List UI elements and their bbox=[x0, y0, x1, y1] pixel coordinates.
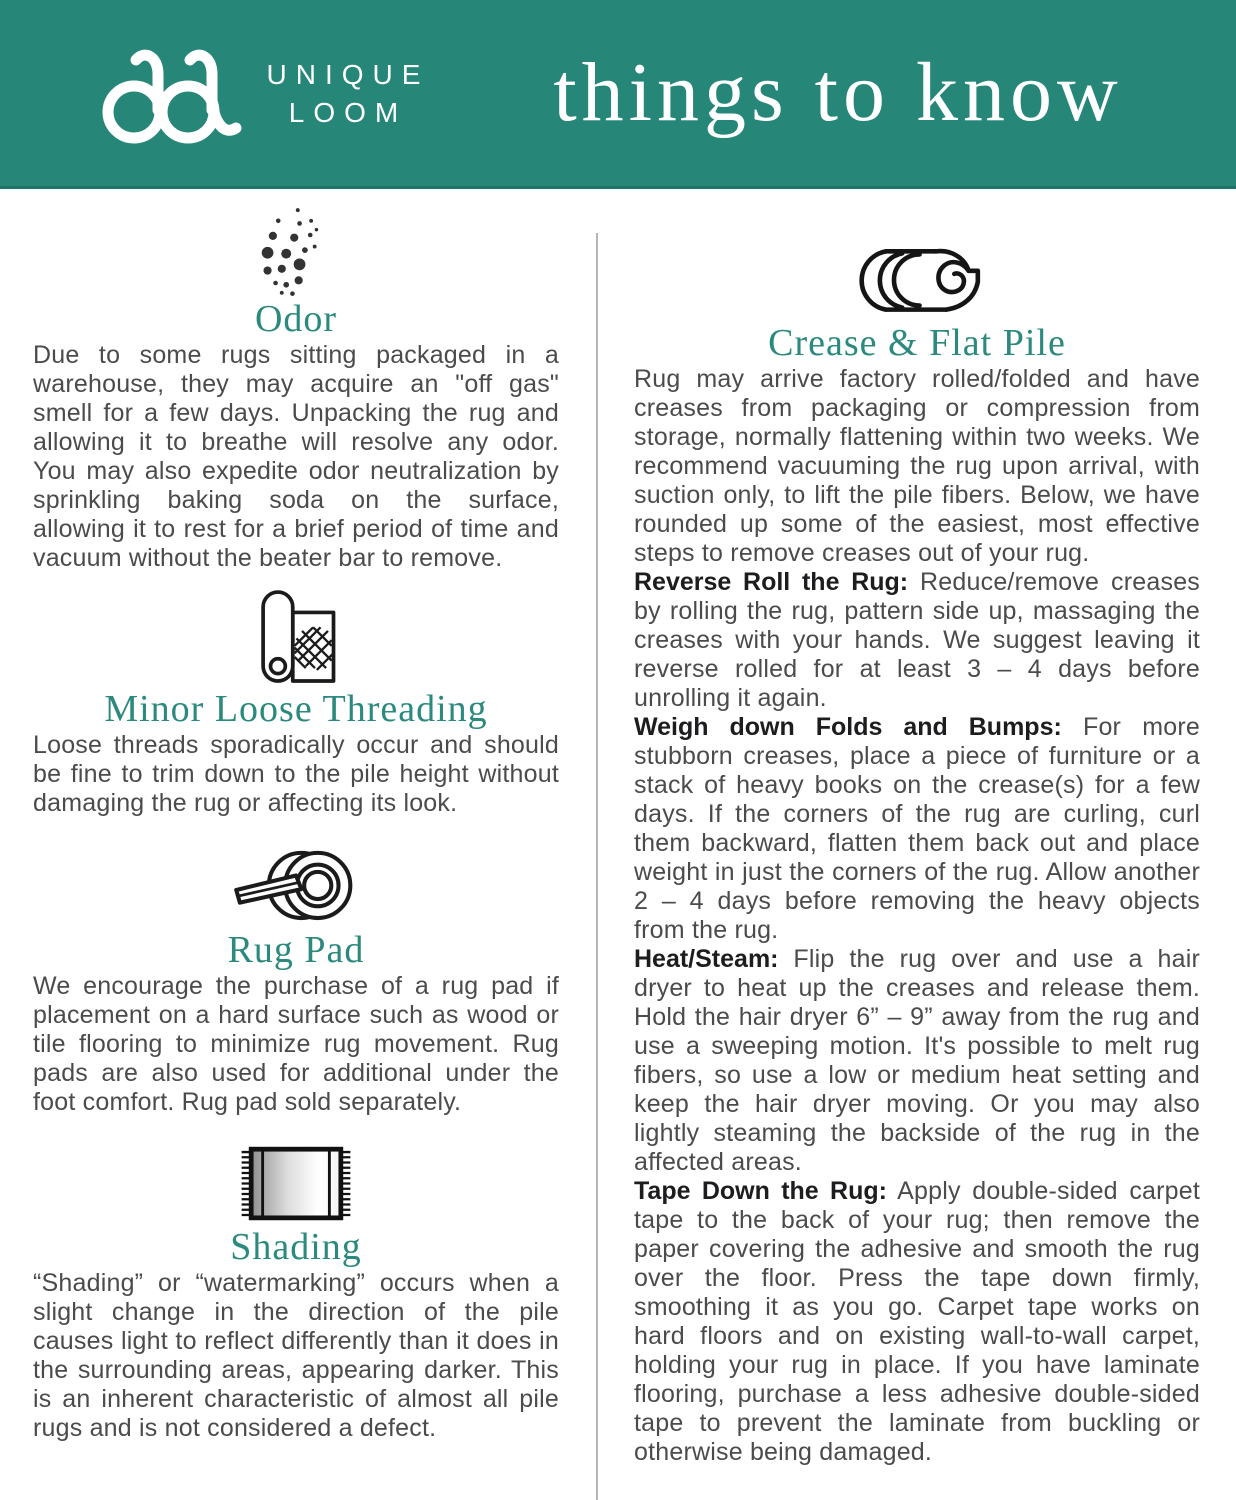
left-column bbox=[33, 189, 559, 1443]
section-heading-odor: Odor bbox=[254, 298, 338, 340]
brand-line2: LOOM bbox=[288, 97, 408, 128]
tip-heat-steam-text: Flip the rug over and use a hair dryer to heat up the creases and release them. Hold the hair dryer 6” – 9” away from the rug and use a sweeping motion. It's possible to melt rug fibers, so use a low or medium heat setting and keep the hair dryer moving. Or you may also lightly steaming the backside of the rug in the affected areas. bbox=[634, 945, 1200, 1176]
tip-reverse-roll-text: Reduce/remove creases by rolling the rug, pattern side up, massaging the creases with your hands. We suggest leaving it reverse rolled for at least 3 – 4 days before unrolling it again. bbox=[634, 568, 1200, 712]
section-body-threading: Loose threads sporadically occur and should be fine to trim down to the pile height without damaging the rug or affecting its look. bbox=[33, 731, 559, 817]
section-heading-rug-pad: Rug Pad bbox=[227, 929, 365, 971]
tip-reverse-roll bbox=[634, 568, 1200, 713]
tip-reverse-roll-label: Reverse Roll the Rug: bbox=[634, 568, 909, 596]
page-title: things to know bbox=[553, 46, 1123, 139]
section-heading-shading: Shading bbox=[230, 1226, 362, 1268]
section-heading-crease: Crease & Flat Pile bbox=[768, 322, 1066, 364]
section-heading-threading: Minor Loose Threading bbox=[104, 688, 488, 730]
tip-weigh-down bbox=[634, 713, 1200, 945]
tip-tape-down-label: Tape Down the Rug: bbox=[634, 1177, 887, 1205]
right-column bbox=[634, 189, 1200, 1467]
rolled-rug-spiral-icon bbox=[634, 241, 1200, 321]
header-band bbox=[0, 0, 1236, 189]
tip-weigh-down-label: Weigh down Folds and Bumps: bbox=[634, 713, 1062, 741]
fringed-rug-icon bbox=[33, 1143, 559, 1225]
tip-heat-steam bbox=[634, 945, 1200, 1177]
section-body-crease: Rug may arrive factory rolled/folded and have creases from packaging or compression from storage, normally flattening within two weeks. We recommend vacuuming the rug upon arrival, with suction only, to lift the pile fibers. Below, we have rounded up some of the easiest, most effective steps to remove creases out of your rug. bbox=[634, 365, 1200, 567]
section-body-rug-pad: We encourage the purchase of a rug pad if placement on a hard surface such as wood or tile flooring to minimize rug movement. Rug pads are also used for additional under the foot comfort. Rug pad sold separately. bbox=[33, 972, 559, 1116]
column-divider bbox=[596, 233, 598, 1500]
unique-loom-dd-logo-icon bbox=[96, 44, 256, 148]
section-body-odor: Due to some rugs sitting packaged in a warehouse, they may acquire an "off gas" smell for a few days. Unpacking the rug and allowing it to breathe will resolve any odor. You may also expedite odor neutralization by sprinkling baking soda on the surface, allowing it to rest for a brief period of time and vacuum without the beater bar to remove. bbox=[33, 341, 559, 572]
tip-heat-steam-label: Heat/Steam: bbox=[634, 945, 779, 973]
tip-tape-down-text: Apply double-sided carpet tape to the back of your rug; then remove the paper covering the adhesive and smooth the rug over the floor. Press the tape down firmly, smoothing it as you go. Carpet tape works on hard floors and on existing wall-to-wall carpet, holding your rug in place. If you have laminate flooring, purchase a less adhesive double-sided tape to prevent the laminate from buckling or otherwise being damaged. bbox=[634, 1177, 1201, 1466]
tip-tape-down bbox=[634, 1177, 1200, 1467]
section-body-shading: “Shading” or “watermarking” occurs when a slight change in the direction of the pile causes light to reflect differently than it does in the surrounding areas, appearing darker. This is an inherent characteristic of almost all pile rugs and is not considered a defect. bbox=[33, 1269, 559, 1442]
brand-line1: UNIQUE bbox=[266, 59, 430, 90]
rug-pad-roll-icon bbox=[33, 842, 559, 928]
tip-weigh-down-text: For more stubborn creases, place a piece of furniture or a stack of heavy books on the crease(s) for a few days. If the corners of the rug are curling, curl them backward, flatten them back out and place weight in just the corners of the rug. Allow another 2 – 4 days before removing the heavy objects from the rug. bbox=[634, 713, 1200, 944]
odor-dots-icon bbox=[33, 205, 559, 297]
brand-name bbox=[248, 56, 448, 132]
unrolling-rug-crosshatch-icon bbox=[33, 587, 559, 687]
